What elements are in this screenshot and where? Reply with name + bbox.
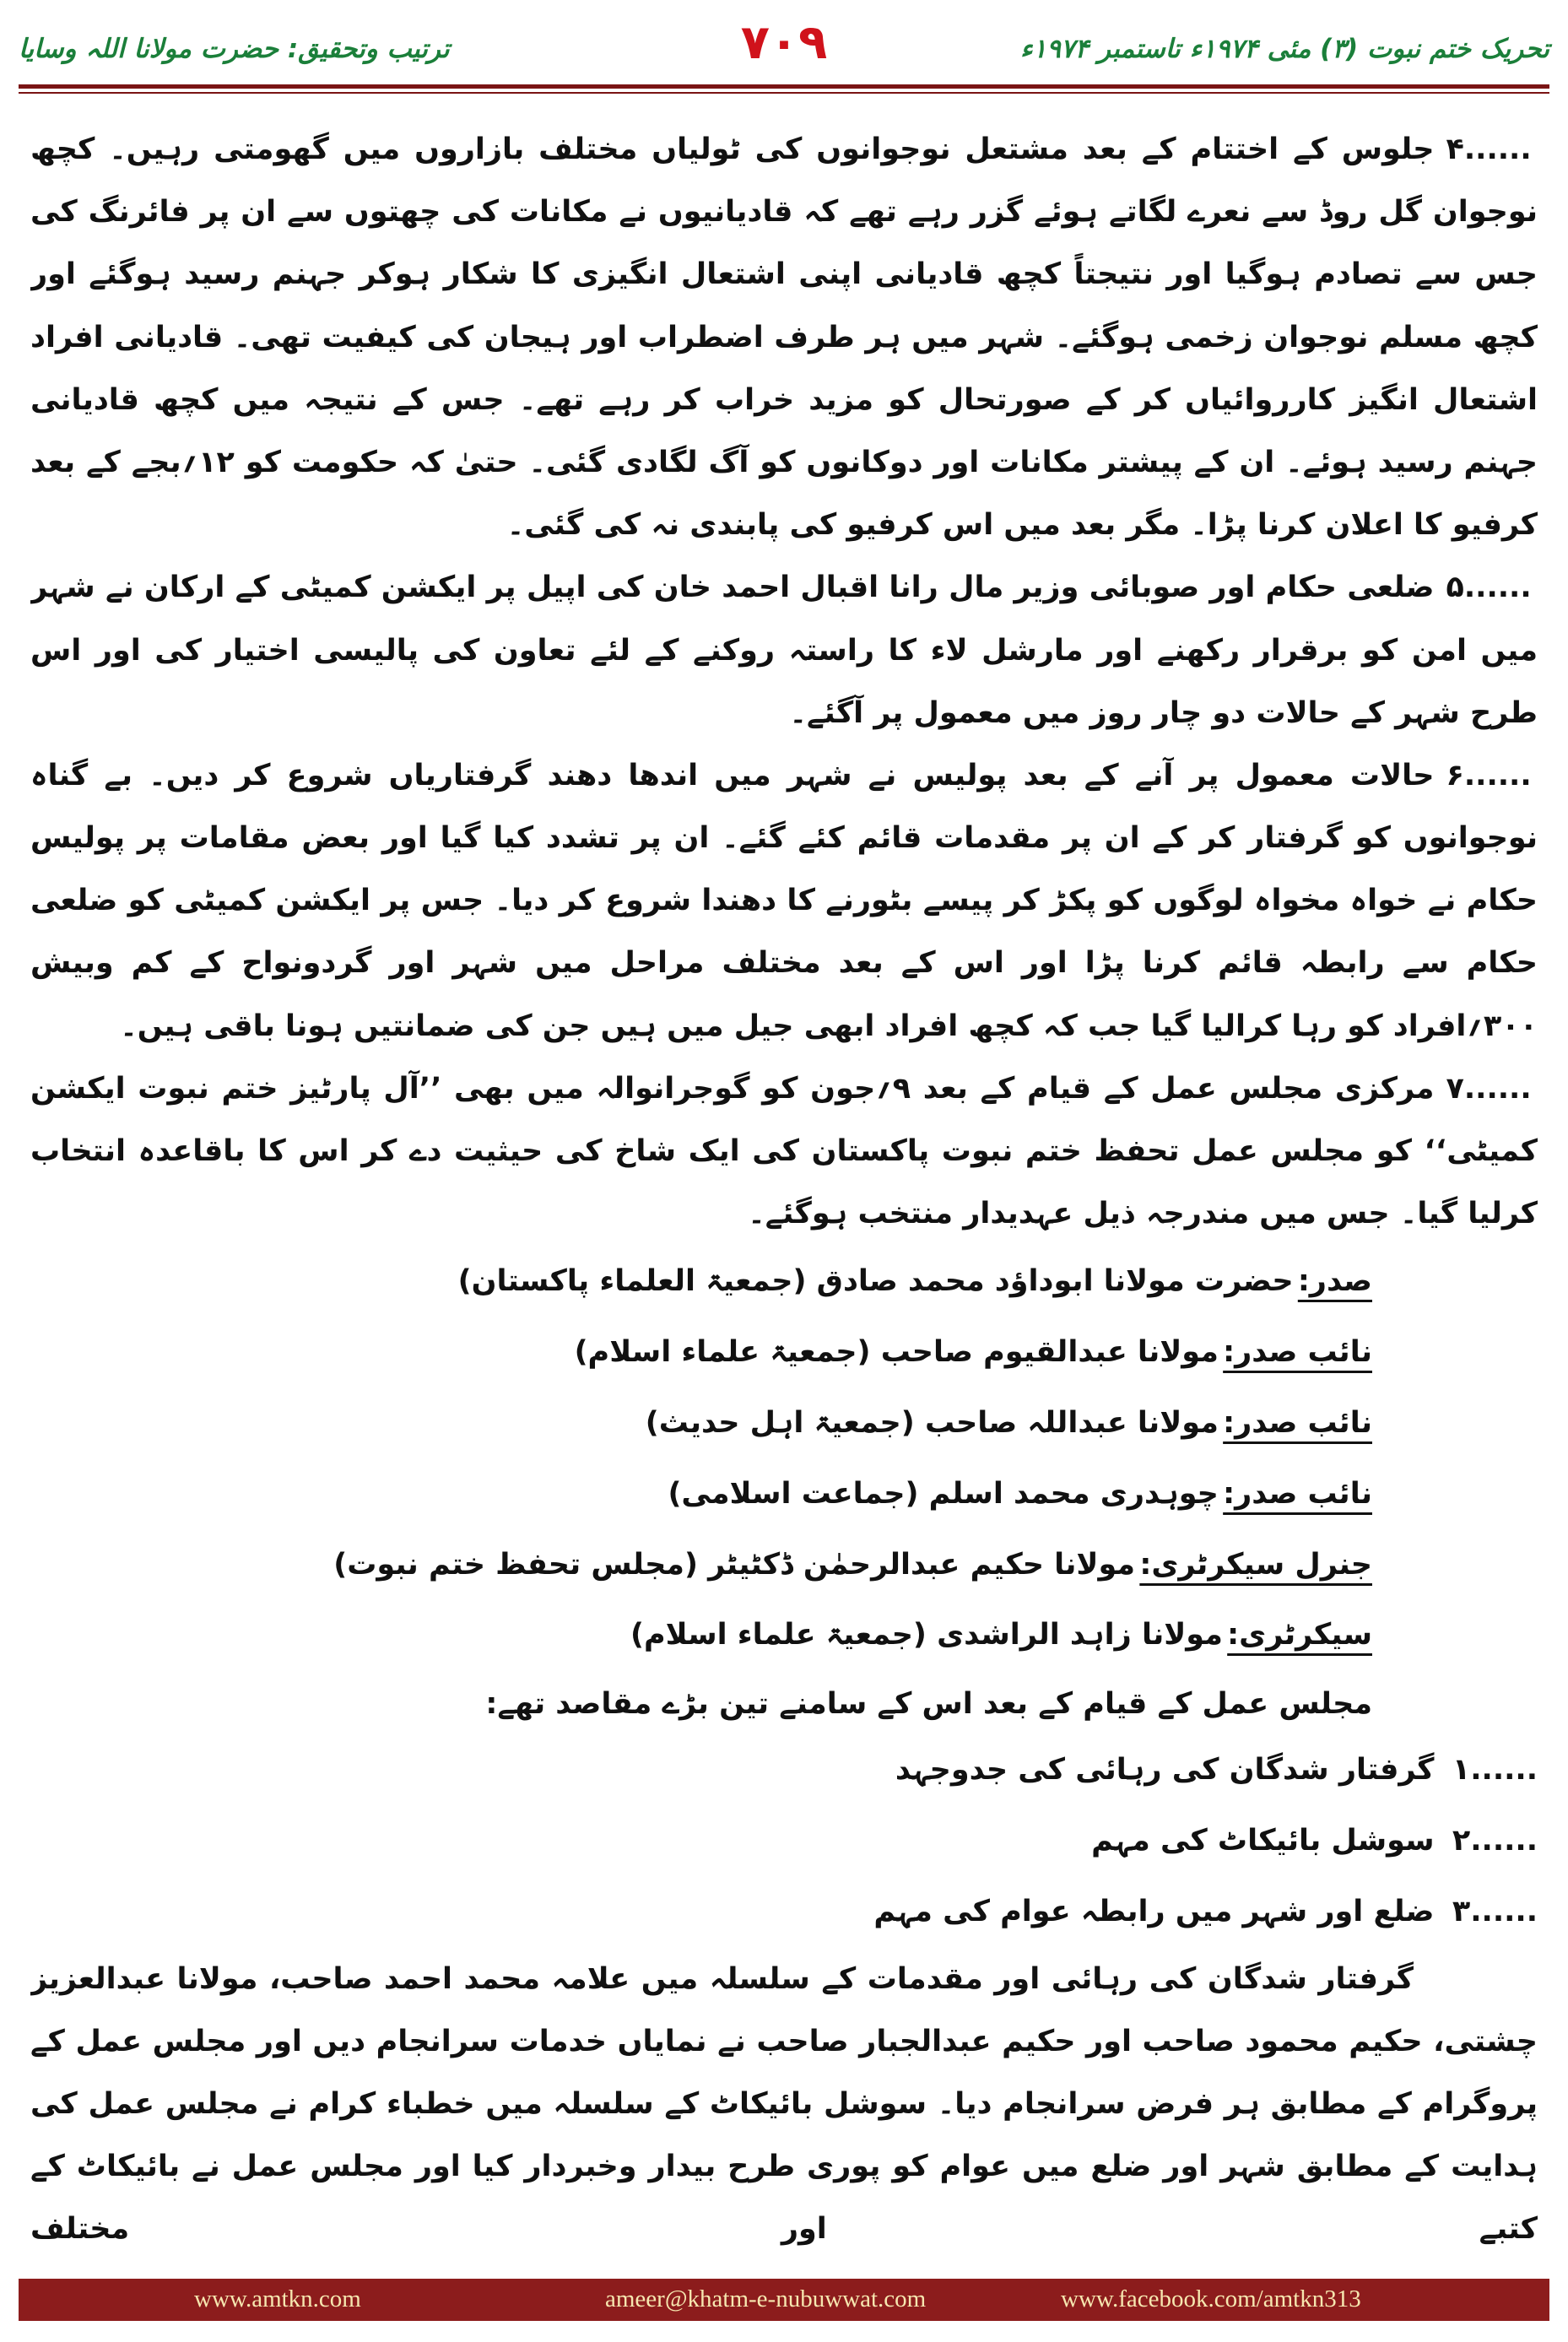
office-bearer-role: جنرل سیکرٹری: <box>1139 1547 1372 1582</box>
paragraph-text: مرکزی مجلس عمل کے قیام کے بعد ۹؍جون کو گوجرانوالہ میں بھی ’’آل پارٹیز ختم نبوت ایکشن کمیٹی‘‘ کو مجلس عمل تحفظ ختم نبوت پاکستان کی ایک شاخ کی حیثیت دے کر اس کا باقاعدہ انتخاب کرلیا گیا۔ جس میں مندرجہ ذیل عہدیدار منتخب ہوگئے۔ <box>30 1071 1538 1231</box>
office-bearer-row <box>30 1530 1538 1601</box>
office-bearer-name: مولانا حکیم عبدالرحمٰن ڈکٹیٹر (مجلس تحفظ ختم نبوت) <box>333 1547 1136 1582</box>
numbered-paragraph <box>30 744 1538 1057</box>
office-bearer-name: مولانا عبداللہ صاحب (جمعیۃ اہل حدیث) <box>645 1405 1219 1440</box>
paragraph-number: ۵...... <box>1446 571 1532 605</box>
header-rule-thin <box>19 92 1549 94</box>
office-bearer-role: نائب صدر: <box>1223 1476 1372 1511</box>
paragraph-number: ۴...... <box>1446 133 1532 166</box>
paragraph-text: حالات معمول پر آنے کے بعد پولیس نے شہر میں اندھا دھند گرفتاریاں شروع کر دیں۔ بے گناہ نوجوانوں کو گرفتار کر کے ان پر مقدمات قائم کئے گئے۔ ان پر تشدد کیا گیا اور بعض مقامات پر پولیس حکام نے خواہ مخواہ لوگوں کو پکڑ کر پیسے بٹورنے کا دھندا شروع کر دیا۔ جس پر ایکشن کمیٹی کو ضلعی حکام سے رابطہ قائم کرنا پڑا اور اس کے بعد مختلف مراحل میں شہر اور گردونواح کے کم وبیش ۳۰۰؍افراد کو رہا کرالیا گیا جب کہ کچھ افراد ابھی جیل میں ہیں جن کی ضمانتیں ہونا باقی ہیں۔ <box>30 758 1538 1043</box>
footer-facebook: www.facebook.com/amtkn313 <box>1061 2285 1361 2312</box>
office-bearer-name: مولانا عبدالقیوم صاحب (جمعیۃ علماء اسلام) <box>574 1334 1219 1369</box>
office-bearers-list <box>30 1247 1538 1671</box>
objective-item <box>30 1735 1538 1806</box>
objective-item <box>30 1877 1538 1948</box>
office-bearer-role: صدر: <box>1297 1264 1372 1299</box>
office-bearer-name: مولانا زاہد الراشدی (جمعیۃ علماء اسلام) <box>630 1618 1223 1652</box>
office-bearer-row <box>30 1600 1538 1671</box>
objective-number: ۲...... <box>1452 1823 1538 1858</box>
objectives-intro: مجلس عمل کے قیام کے بعد اس کے سامنے تین بڑے مقاصد تھے: <box>485 1686 1372 1721</box>
numbered-paragraph <box>30 556 1538 744</box>
footer-email: ameer@khatm-e-nubuwwat.com <box>605 2285 927 2312</box>
office-bearer-name: حضرت مولانا ابوداؤد محمد صادق (جمعیۃ العلماء پاکستان) <box>457 1264 1294 1299</box>
closing-paragraph: گرفتار شدگان کی رہائی اور مقدمات کے سلسلہ میں علامہ محمد احمد صاحب، مولانا عبدالعزیز چشتی، حکیم محمود صاحب اور حکیم عبدالجبار صاحب نے نمایاں خدمات سرانجام دیں اور مجلس عمل کے پروگرام کے مطابق ہر فرض سرانجام دیا۔ سوشل بائیکاٹ کے سلسلہ میں خطباء کرام نے مجلس عمل کی ہدایت کے مطابق شہر اور ضلع میں عوام کو پوری طرح بیدار وخبردار کیا اور مجلس عمل نے بائیکاٹ کے کتبے اور مختلف <box>30 1961 1538 2247</box>
office-bearer-row <box>30 1388 1538 1459</box>
paragraph-text: جلوس کے اختتام کے بعد مشتعل نوجوانوں کی ٹولیاں مختلف بازاروں میں گھومتی رہیں۔ کچھ نوجوان گل روڈ سے نعرے لگاتے ہوئے گزر رہے تھے کہ قادیانیوں نے مکانات کی چھتوں سے ان پر فائرنگ کی جس سے تصادم ہوگیا اور نتیجتاً کچھ قادیانی اپنی اشتعال انگیزی کا شکار ہوکر جہنم رسید ہوگئے اور کچھ مسلم نوجوان زخمی ہوگئے۔ شہر میں ہر طرف اضطراب اور ہیجان کی کیفیت تھی۔ قادیانی افراد اشتعال انگیز کارروائیاں کر کے صورتحال کو مزید خراب کر رہے تھے۔ جس کے نتیجہ میں کچھ قادیانی جہنم رسید ہوئے۔ ان کے پیشتر مکانات اور دوکانوں کو آگ لگادی گئی۔ حتیٰ کہ حکومت کو ۱۲؍بجے کے بعد کرفیو کا اعلان کرنا پڑا۔ مگر بعد میں اس کرفیو کی پابندی نہ کی گئی۔ <box>30 133 1538 543</box>
office-bearer-role: سیکرٹری: <box>1227 1618 1372 1652</box>
office-bearer-role: نائب صدر: <box>1223 1334 1372 1369</box>
objective-number: ۳...... <box>1452 1894 1538 1928</box>
document-body <box>30 118 1538 2262</box>
objective-number: ۱...... <box>1452 1753 1538 1788</box>
running-header-compiler: ترتیب وتحقیق: حضرت مولانا اللہ وسایا <box>19 34 450 64</box>
running-header-title: تحریک ختم نبوت (۳) مئی ۱۹۷۴ء تاستمبر ۱۹۷۴ء <box>1020 34 1549 64</box>
footer-bar <box>19 2279 1549 2321</box>
paragraph-number: ۷...... <box>1446 1071 1532 1106</box>
objective-item <box>30 1806 1538 1877</box>
paragraph-text: ضلعی حکام اور صوبائی وزیر مال رانا اقبال احمد خان کی اپیل پر ایکشن کمیٹی کے ارکان نے شہر میں امن کو برقرار رکھنے اور مارشل لاء کا راستہ روکنے کے لئے تعاون کی پالیسی اختیار کی اور اس طرح شہر کے حالات دو چار روز میں معمول پر آگئے۔ <box>30 571 1538 730</box>
paragraph-number: ۶...... <box>1446 758 1532 792</box>
objective-text: ضلع اور شہر میں رابطہ عوام کی مہم <box>873 1894 1435 1928</box>
office-bearer-name: چوہدری محمد اسلم (جماعت اسلامی) <box>668 1476 1219 1511</box>
page-number: ۷۰۹ <box>740 15 828 70</box>
header-rule-thick <box>19 84 1549 89</box>
numbered-paragraph <box>30 118 1538 556</box>
office-bearer-row <box>30 1459 1538 1530</box>
footer-website: www.amtkn.com <box>194 2285 361 2312</box>
office-bearer-row <box>30 1317 1538 1388</box>
office-bearer-role: نائب صدر: <box>1223 1405 1372 1440</box>
objective-text: سوشل بائیکاٹ کی مہم <box>1091 1823 1435 1858</box>
objective-text: گرفتار شدگان کی رہائی کی جدوجہد <box>895 1753 1435 1788</box>
numbered-paragraph <box>30 1057 1538 1246</box>
office-bearer-row <box>30 1247 1538 1317</box>
